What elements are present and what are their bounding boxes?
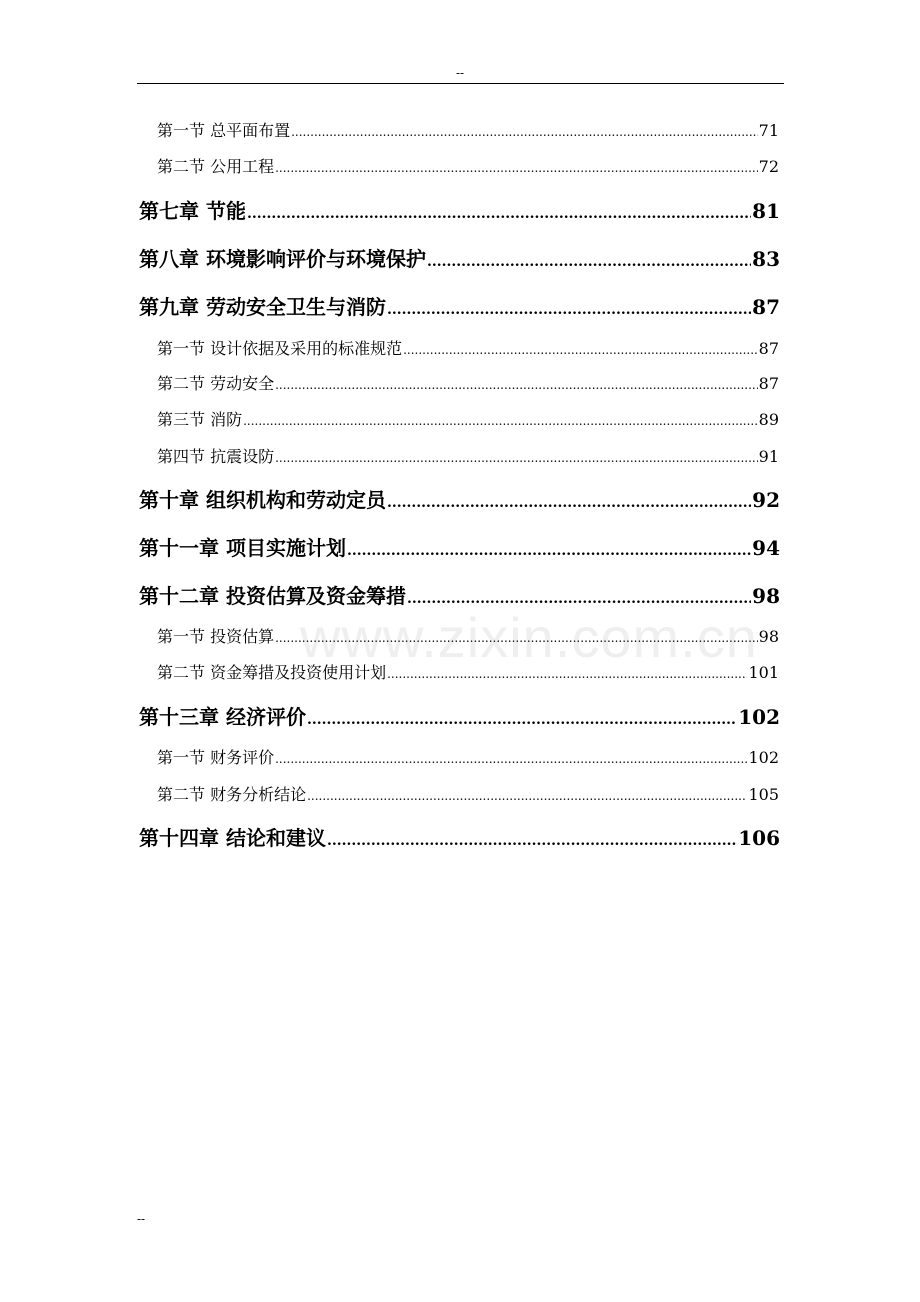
toc-entry-chapter[interactable] bbox=[139, 580, 780, 608]
toc-entry-section[interactable] bbox=[157, 407, 779, 429]
toc-entry-label: 第八章 环境影响评价与环境保护 bbox=[139, 247, 426, 271]
page-header-mark: -- bbox=[455, 66, 465, 80]
toc-dot-leader bbox=[307, 785, 747, 804]
toc-dot-leader bbox=[247, 199, 751, 223]
toc-page-number: 71 bbox=[758, 121, 779, 140]
toc-entry-chapter[interactable] bbox=[139, 822, 780, 850]
toc-page-number: 89 bbox=[758, 410, 779, 429]
toc-page-number: 72 bbox=[758, 157, 779, 176]
toc-page-number: 102 bbox=[738, 705, 780, 729]
toc-entry-label: 第一节 投资估算 bbox=[157, 627, 275, 646]
toc-entry-label: 第三节 消防 bbox=[157, 410, 243, 429]
page-footer-mark: -- bbox=[137, 1212, 146, 1226]
toc-page-number: 81 bbox=[752, 199, 780, 223]
toc-entry-label: 第十一章 项目实施计划 bbox=[139, 536, 346, 560]
toc-page-number: 87 bbox=[758, 339, 779, 358]
toc-entry-label: 第二节 公用工程 bbox=[157, 157, 275, 176]
toc-entry-chapter[interactable] bbox=[139, 243, 780, 271]
toc-page-number: 105 bbox=[748, 785, 779, 804]
toc-dot-leader bbox=[275, 157, 758, 176]
toc-entry-label: 第二节 财务分析结论 bbox=[157, 785, 307, 804]
toc-dot-leader bbox=[275, 374, 758, 393]
toc-dot-leader bbox=[403, 339, 758, 358]
toc-entry-label: 第一节 设计依据及采用的标准规范 bbox=[157, 339, 403, 358]
toc-dot-leader bbox=[275, 748, 747, 767]
toc-entry-chapter[interactable] bbox=[139, 195, 780, 223]
toc-entry-section[interactable] bbox=[157, 154, 779, 176]
toc-dot-leader bbox=[307, 705, 737, 729]
toc-page-number: 101 bbox=[748, 663, 779, 682]
toc-page-number: 92 bbox=[752, 488, 780, 512]
toc-entry-section[interactable] bbox=[157, 118, 779, 140]
toc-dot-leader bbox=[387, 295, 751, 319]
toc-page-number: 87 bbox=[752, 295, 780, 319]
toc-entry-label: 第十三章 经济评价 bbox=[139, 705, 306, 729]
toc-entry-section[interactable] bbox=[157, 336, 779, 358]
toc-entry-label: 第二节 资金筹措及投资使用计划 bbox=[157, 663, 387, 682]
toc-page-number: 91 bbox=[758, 447, 779, 466]
toc-page-number: 102 bbox=[748, 748, 779, 767]
toc-entry-label: 第九章 劳动安全卫生与消防 bbox=[139, 295, 386, 319]
toc-entry-section[interactable] bbox=[157, 444, 779, 466]
toc-entry-section[interactable] bbox=[157, 371, 779, 393]
toc-entry-section[interactable] bbox=[157, 782, 779, 804]
toc-entry-chapter[interactable] bbox=[139, 291, 780, 319]
toc-entry-label: 第十二章 投资估算及资金筹措 bbox=[139, 584, 406, 608]
toc-entry-label: 第十四章 结论和建议 bbox=[139, 826, 326, 850]
toc-entry-section[interactable] bbox=[157, 745, 779, 767]
toc-dot-leader bbox=[427, 247, 751, 271]
watermark-text: www.zixin.com.cn bbox=[300, 606, 758, 669]
toc-entry-label: 第七章 节能 bbox=[139, 199, 246, 223]
toc-dot-leader bbox=[275, 447, 758, 466]
toc-entry-label: 第二节 劳动安全 bbox=[157, 374, 275, 393]
toc-entry-label: 第四节 抗震设防 bbox=[157, 447, 275, 466]
toc-dot-leader bbox=[387, 488, 751, 512]
toc-page-number: 83 bbox=[752, 247, 780, 271]
toc-entry-chapter[interactable] bbox=[139, 701, 780, 729]
toc-entry-label: 第十章 组织机构和劳动定员 bbox=[139, 488, 386, 512]
toc-page-number: 98 bbox=[758, 627, 779, 646]
toc-page-number: 98 bbox=[752, 584, 780, 608]
toc-dot-leader bbox=[291, 121, 758, 140]
toc-page-number: 106 bbox=[738, 826, 780, 850]
toc-dot-leader bbox=[347, 536, 751, 560]
toc-entry-label: 第一节 总平面布置 bbox=[157, 121, 291, 140]
toc-dot-leader bbox=[327, 826, 737, 850]
toc-entry-chapter[interactable] bbox=[139, 532, 780, 560]
toc-entry-label: 第一节 财务评价 bbox=[157, 748, 275, 767]
toc-page-number: 87 bbox=[758, 374, 779, 393]
toc-page-number: 94 bbox=[752, 536, 780, 560]
toc-entry-chapter[interactable] bbox=[139, 484, 780, 512]
toc-dot-leader bbox=[243, 410, 758, 429]
